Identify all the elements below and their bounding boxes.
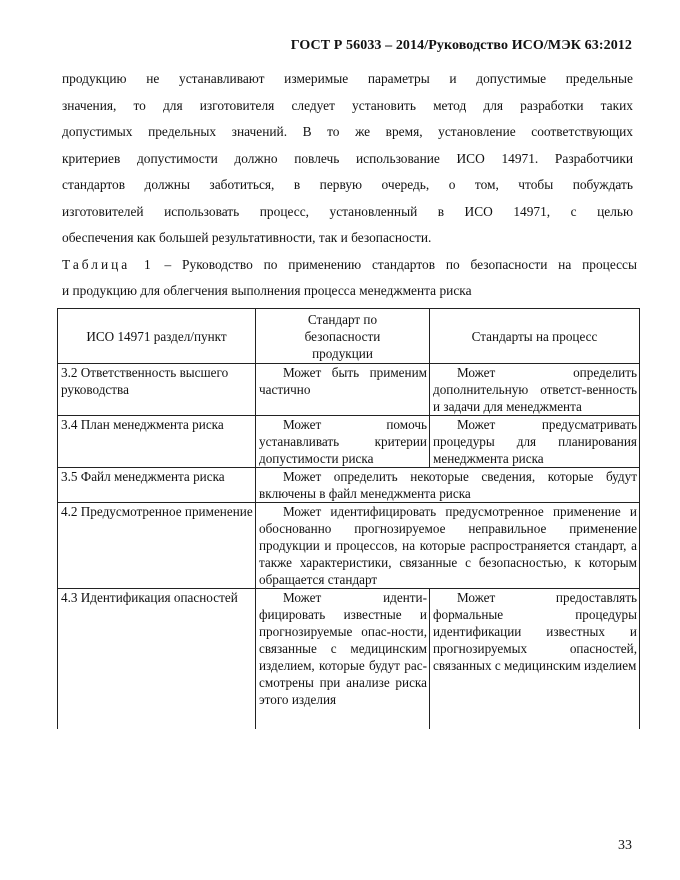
cell-clause: 4.3 Идентификация опасностей xyxy=(58,589,256,730)
document-header: ГОСТ Р 56033 – 2014/Руководство ИСО/МЭК 63:2012 xyxy=(290,38,632,53)
body-paragraph xyxy=(62,66,633,252)
paragraph-line: обеспечения как большей результативности, так и безопасности. xyxy=(62,230,432,245)
header-clause: ИСО 14971 раздел/пункт xyxy=(58,309,256,364)
paragraph-line: допустимых предельных значений. В то же время, установление соответствующих xyxy=(62,124,633,139)
caption-line: и продукцию для облегчения выполнения процесса менеджмента риска xyxy=(62,283,472,298)
cell-clause: 3.4 План менеджмента риска xyxy=(58,416,256,468)
paragraph-line: стандартов должны заботиться, в первую очередь, о том, чтобы побуждать xyxy=(62,177,633,192)
header-product-standard: Стандарт по безопасности продукции xyxy=(256,309,430,364)
cell-product: Может помочь устанавливать критерии допустимости риска xyxy=(256,416,430,468)
table-row xyxy=(58,589,640,730)
paragraph-line: критериев допустимости должно повлечь использование ИСО 14971. Разработчики xyxy=(62,150,633,166)
cell-clause: 3.5 Файл менеджмента риска xyxy=(58,468,256,503)
paragraph-line: значения, то для изготовителя следует установить метод для разработки таких xyxy=(62,97,633,113)
cell-process: Может предоставлять формальные процедуры идентификации известных и прогнозируемых опасностей, связанных с медицинским изделием xyxy=(430,589,640,730)
page-number: 33 xyxy=(618,838,632,853)
caption-line xyxy=(62,252,637,278)
table-row xyxy=(58,364,640,416)
guidance-table xyxy=(57,308,640,729)
cell-product: Может быть применим частично xyxy=(256,364,430,416)
cell-product: Может иденти-фицировать известные и прогнозируемые опас-ности, связанные с медицинским изделием, которые будут рас-смотрены при анализе риска этого изделия xyxy=(256,589,430,730)
caption-text: – Руководство по применению стандартов по безопасности на процессы xyxy=(153,257,637,272)
table-row xyxy=(58,503,640,589)
table-header-row xyxy=(58,309,640,364)
cell-merged: Может идентифицировать предусмотренное применение и обоснованно прогнозируемое неправильное применение продукции и процессов, на которые распространяется стандарт, а также характеристики, связанные с безопасностью, к которым обращается стандарт xyxy=(256,503,640,589)
caption-label: Таблица 1 xyxy=(62,257,154,272)
table-row xyxy=(58,416,640,468)
cell-merged: Может определить некоторые сведения, которые будут включены в файл менеджмента риска xyxy=(256,468,640,503)
table-row xyxy=(58,468,640,503)
paragraph-line: продукцию не устанавливают измеримые параметры и допустимые предельные xyxy=(62,71,633,86)
cell-process: Может определить дополнительную ответст-венность и задачи для менеджмента xyxy=(430,364,640,416)
header-process-standards: Стандарты на процесс xyxy=(430,309,640,364)
paragraph-line: изготовителей использовать процесс, установленный в ИСО 14971, с целью xyxy=(62,203,633,219)
cell-process: Может предусматривать процедуры для планирования менеджмента риска xyxy=(430,416,640,468)
cell-clause: 4.2 Предусмотренное применение xyxy=(58,503,256,589)
table-caption xyxy=(62,252,637,304)
cell-clause: 3.2 Ответственность высшего руководства xyxy=(58,364,256,416)
